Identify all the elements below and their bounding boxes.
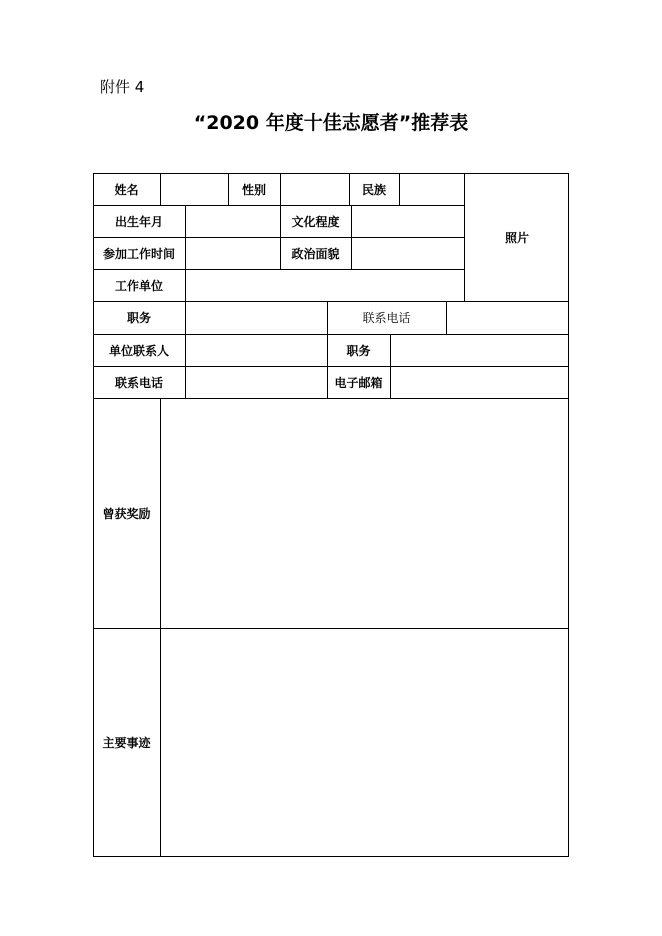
position-label: 职务 — [126, 311, 151, 325]
ethnicity-field[interactable] — [400, 174, 464, 205]
gender-label: 性别 — [241, 182, 266, 197]
birth-date-field[interactable] — [186, 206, 280, 237]
recommendation-form-table — [93, 173, 569, 857]
political-status-label: 政治面貌 — [291, 246, 340, 261]
deeds-field[interactable] — [161, 629, 569, 857]
form-title: “2020 年度十佳志愿者”推荐表 — [193, 112, 469, 134]
education-field[interactable] — [352, 206, 464, 237]
work-unit-label: 工作单位 — [114, 278, 163, 293]
phone-label: 联系电话 — [362, 311, 411, 325]
phone-2-label: 联系电话 — [114, 375, 163, 390]
work-start-label: 参加工作时间 — [102, 246, 175, 261]
phone-field[interactable] — [447, 302, 569, 334]
email-label: 电子邮箱 — [334, 375, 383, 390]
unit-contact-field[interactable] — [186, 335, 327, 366]
ethnicity-label: 民族 — [361, 182, 386, 197]
position-2-field[interactable] — [391, 335, 569, 366]
political-status-field[interactable] — [352, 238, 464, 269]
unit-contact-label: 单位联系人 — [108, 343, 169, 358]
name-field[interactable] — [161, 174, 228, 205]
awards-label: 曾获奖励 — [102, 506, 151, 521]
gender-field[interactable] — [281, 174, 349, 205]
position-2-label: 职务 — [346, 343, 371, 358]
awards-field[interactable] — [161, 399, 569, 628]
email-field[interactable] — [391, 367, 569, 398]
work-start-field[interactable] — [186, 238, 280, 269]
birth-date-label: 出生年月 — [114, 214, 163, 229]
phone-2-field[interactable] — [186, 367, 327, 398]
photo-box[interactable]: 照片 — [504, 230, 529, 245]
attachment-label: 附件 4 — [100, 78, 145, 96]
position-field[interactable] — [186, 302, 327, 334]
education-label: 文化程度 — [291, 214, 340, 229]
work-unit-field[interactable] — [186, 270, 464, 301]
name-label: 姓名 — [114, 182, 139, 197]
deeds-label: 主要事迹 — [102, 736, 151, 750]
